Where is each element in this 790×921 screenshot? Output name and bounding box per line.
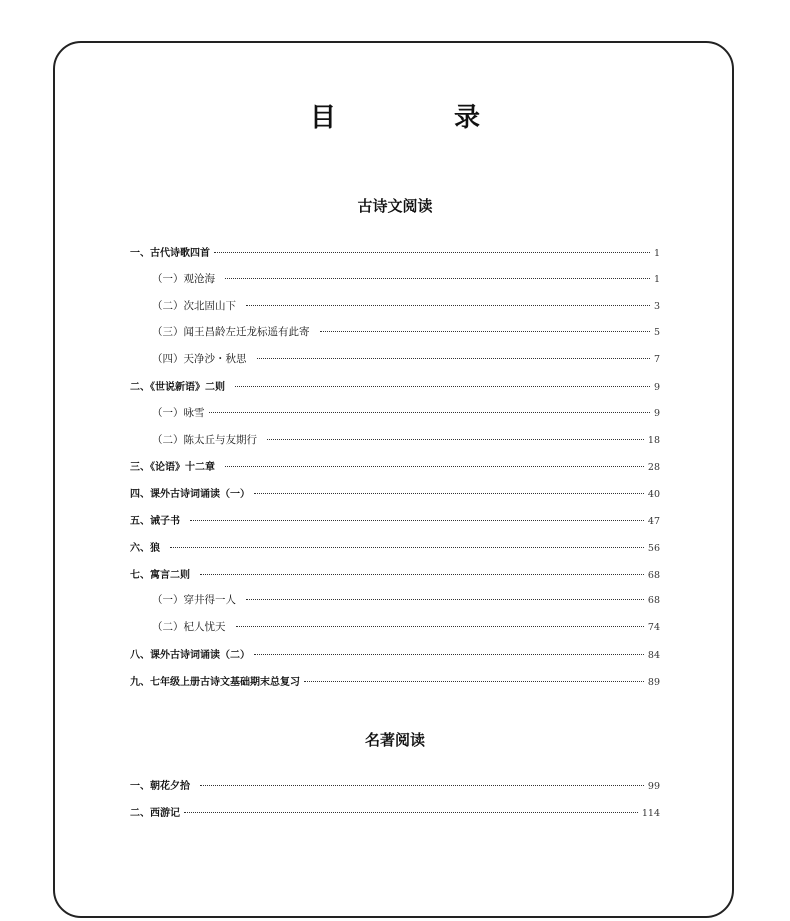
toc-entry[interactable] xyxy=(130,485,660,512)
toc-entry[interactable] xyxy=(130,646,660,673)
toc-dot-leader xyxy=(209,412,650,413)
toc-entry[interactable] xyxy=(130,432,660,459)
toc-entry[interactable] xyxy=(130,512,660,539)
toc-entry-title: 一、朝花夕拾 xyxy=(130,781,190,792)
toc-dot-leader xyxy=(184,812,638,813)
toc-entry-title: （二）杞人忧天 xyxy=(152,621,226,634)
toc-entry[interactable] xyxy=(130,324,660,351)
toc-page-number: 84 xyxy=(647,649,660,661)
toc-entry[interactable] xyxy=(130,458,660,485)
toc-entry[interactable] xyxy=(130,298,660,325)
toc-page-number: 99 xyxy=(647,781,660,792)
toc-dot-leader xyxy=(200,574,644,575)
toc-page-number: 5 xyxy=(653,327,660,339)
toc-page-number: 28 xyxy=(647,462,660,474)
toc-dot-leader xyxy=(235,386,650,387)
toc-page-number: 89 xyxy=(647,676,660,688)
toc-page-number: 68 xyxy=(647,569,660,581)
section-heading-classics: 名著阅读 xyxy=(364,731,425,749)
toc-entry[interactable] xyxy=(130,777,660,804)
toc-entry-title: 七、寓言二则 xyxy=(130,569,190,581)
toc-dot-leader xyxy=(246,599,644,600)
toc-entry-title: （四）天净沙・秋思 xyxy=(152,353,247,366)
toc-dot-leader xyxy=(225,278,650,279)
toc-entry-title: （三）闻王昌龄左迁龙标遥有此寄 xyxy=(152,326,310,339)
toc-entry-title: 五、诫子书 xyxy=(130,515,180,527)
toc-page-number: 9 xyxy=(653,407,660,419)
toc-entry-title: （一）咏雪 xyxy=(152,406,205,419)
toc-dot-leader xyxy=(225,466,644,467)
toc-page-number: 1 xyxy=(653,248,660,259)
toc-entry[interactable] xyxy=(130,405,660,432)
toc-entry-title: （二）陈太丘与友期行 xyxy=(152,433,257,446)
toc-entry-title: 二、《世说新语》二则 xyxy=(130,381,225,393)
toc-entry-title: 六、狼 xyxy=(130,542,160,554)
toc-page-number: 18 xyxy=(647,434,660,446)
toc-entry[interactable] xyxy=(130,378,660,405)
toc-dot-leader xyxy=(254,654,644,655)
toc-dot-leader xyxy=(267,439,644,440)
toc-page-number: 47 xyxy=(647,515,660,527)
toc-dot-leader xyxy=(200,785,644,786)
toc-entry[interactable] xyxy=(130,351,660,378)
page-title: 目 录 xyxy=(309,103,526,133)
toc-dot-leader xyxy=(190,520,644,521)
toc-entry-title: （一）穿井得一人 xyxy=(152,594,236,607)
toc-entry[interactable] xyxy=(130,804,660,831)
toc-entry[interactable] xyxy=(130,673,660,700)
toc-dot-leader xyxy=(236,626,644,627)
toc-page-number: 40 xyxy=(647,489,660,501)
toc-list-classical xyxy=(130,244,660,700)
toc-page-number: 68 xyxy=(647,595,660,607)
toc-page-number: 1 xyxy=(653,273,660,285)
toc-entry[interactable] xyxy=(130,566,660,593)
toc-entry[interactable] xyxy=(130,539,660,566)
toc-entry-title: 三、《论语》十二章 xyxy=(130,462,215,474)
toc-entry-title: 二、西游记 xyxy=(130,807,180,819)
toc-entry-title: 四、课外古诗词诵读（一） xyxy=(130,489,250,501)
toc-dot-leader xyxy=(246,305,650,306)
toc-entry[interactable] xyxy=(130,592,660,619)
toc-dot-leader xyxy=(170,547,644,548)
toc-entry[interactable] xyxy=(130,244,660,271)
toc-page-number: 3 xyxy=(653,300,660,312)
toc-entry-title: 八、课外古诗词诵读（二） xyxy=(130,649,250,661)
toc-page-number: 56 xyxy=(647,542,660,554)
section-heading-classical: 古诗文阅读 xyxy=(357,197,433,215)
toc-dot-leader xyxy=(214,252,650,253)
toc-page-number: 9 xyxy=(653,381,660,393)
toc-entry[interactable] xyxy=(130,619,660,646)
toc-entry-title: 一、古代诗歌四首 xyxy=(130,248,210,259)
toc-list-classics xyxy=(130,777,660,831)
toc-page-number: 114 xyxy=(641,807,660,819)
toc-entry-title: （一）观沧海 xyxy=(152,272,215,285)
toc-dot-leader xyxy=(320,331,650,332)
toc-entry-title: （二）次北固山下 xyxy=(152,299,236,312)
toc-page-number: 74 xyxy=(647,622,660,634)
toc-dot-leader xyxy=(257,358,650,359)
toc-dot-leader xyxy=(254,493,644,494)
toc-dot-leader xyxy=(304,681,644,682)
toc-entry[interactable] xyxy=(130,271,660,298)
toc-entry-title: 九、七年级上册古诗文基础期末总复习 xyxy=(130,676,300,688)
toc-page-number: 7 xyxy=(653,354,660,366)
